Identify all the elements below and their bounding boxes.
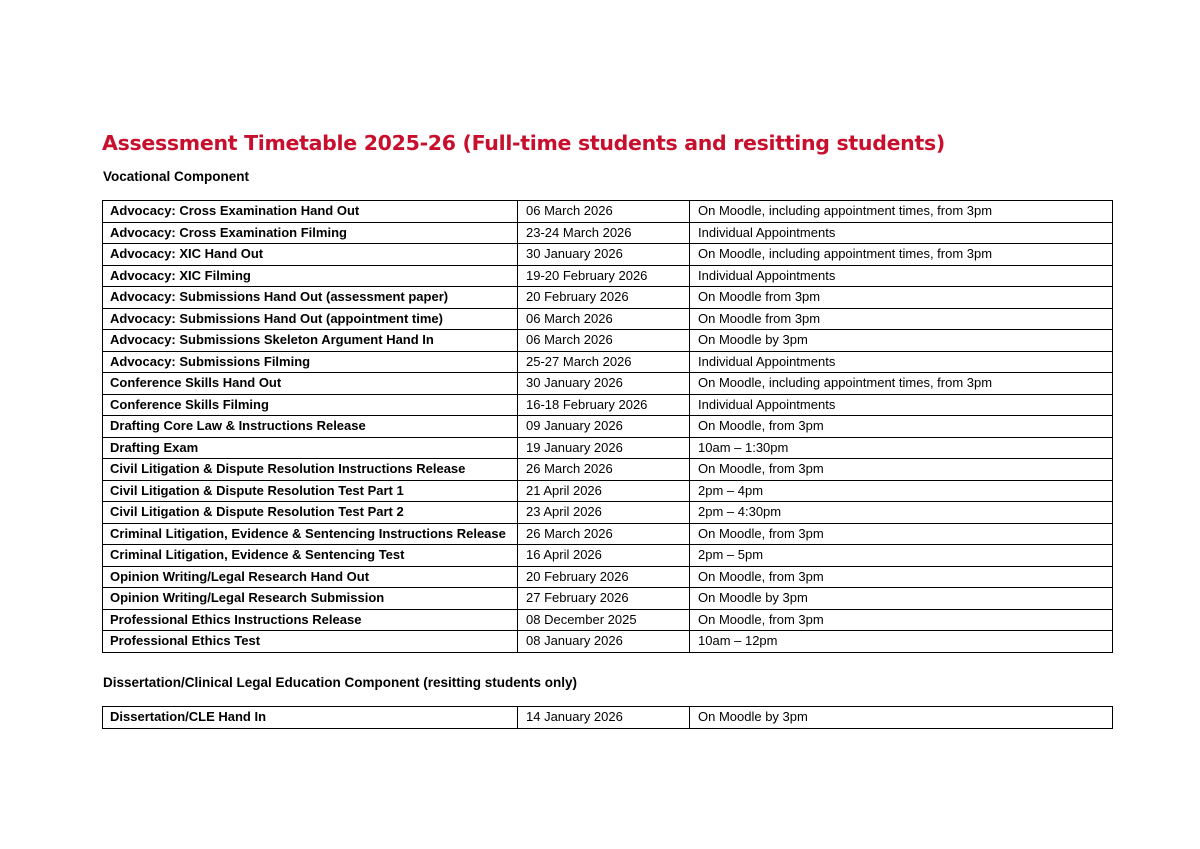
timetable-row — [103, 588, 1113, 610]
assessment-details-cell: On Moodle from 3pm — [690, 287, 1113, 309]
dissertation-timetable — [102, 706, 1113, 729]
assessment-details-cell: On Moodle, from 3pm — [690, 566, 1113, 588]
timetable-row — [103, 459, 1113, 481]
assessment-item-cell: Professional Ethics Instructions Release — [103, 609, 518, 631]
assessment-date-cell: 25-27 March 2026 — [518, 351, 690, 373]
assessment-date-cell: 23-24 March 2026 — [518, 222, 690, 244]
assessment-item-cell: Conference Skills Hand Out — [103, 373, 518, 395]
assessment-item-cell: Professional Ethics Test — [103, 631, 518, 653]
assessment-date-cell: 30 January 2026 — [518, 373, 690, 395]
timetable-row — [103, 437, 1113, 459]
assessment-details-cell: On Moodle by 3pm — [690, 588, 1113, 610]
assessment-details-cell: On Moodle, from 3pm — [690, 609, 1113, 631]
assessment-details-cell: Individual Appointments — [690, 265, 1113, 287]
assessment-details-cell: On Moodle, including appointment times, from 3pm — [690, 373, 1113, 395]
vocational-component-heading: Vocational Component — [103, 169, 250, 184]
assessment-item-cell: Advocacy: XIC Hand Out — [103, 244, 518, 266]
timetable-row — [103, 394, 1113, 416]
assessment-item-cell: Advocacy: XIC Filming — [103, 265, 518, 287]
timetable-row — [103, 265, 1113, 287]
vocational-timetable-body — [103, 201, 1113, 653]
assessment-item-cell: Civil Litigation & Dispute Resolution Test Part 1 — [103, 480, 518, 502]
assessment-details-cell: On Moodle, including appointment times, from 3pm — [690, 201, 1113, 223]
timetable-row — [103, 308, 1113, 330]
assessment-date-cell: 06 March 2026 — [518, 201, 690, 223]
assessment-date-cell: 08 January 2026 — [518, 631, 690, 653]
assessment-date-cell: 06 March 2026 — [518, 330, 690, 352]
assessment-item-cell: Civil Litigation & Dispute Resolution Instructions Release — [103, 459, 518, 481]
document-title: Assessment Timetable 2025-26 (Full-time students and resitting students) — [102, 131, 945, 155]
assessment-details-cell: On Moodle from 3pm — [690, 308, 1113, 330]
assessment-date-cell: 08 December 2025 — [518, 609, 690, 631]
assessment-date-cell: 19-20 February 2026 — [518, 265, 690, 287]
assessment-date-cell: 14 January 2026 — [518, 707, 690, 729]
assessment-date-cell: 20 February 2026 — [518, 566, 690, 588]
assessment-details-cell: Individual Appointments — [690, 222, 1113, 244]
timetable-row — [103, 330, 1113, 352]
timetable-row — [103, 222, 1113, 244]
assessment-item-cell: Advocacy: Submissions Filming — [103, 351, 518, 373]
timetable-row — [103, 502, 1113, 524]
timetable-row — [103, 351, 1113, 373]
timetable-row — [103, 631, 1113, 653]
assessment-item-cell: Advocacy: Submissions Skeleton Argument Hand In — [103, 330, 518, 352]
timetable-row — [103, 287, 1113, 309]
assessment-details-cell: Individual Appointments — [690, 351, 1113, 373]
assessment-details-cell: On Moodle, from 3pm — [690, 459, 1113, 481]
timetable-row — [103, 244, 1113, 266]
assessment-details-cell: On Moodle, from 3pm — [690, 523, 1113, 545]
assessment-item-cell: Advocacy: Submissions Hand Out (assessment paper) — [103, 287, 518, 309]
assessment-details-cell: On Moodle by 3pm — [690, 707, 1113, 729]
timetable-row — [103, 566, 1113, 588]
assessment-item-cell: Advocacy: Cross Examination Filming — [103, 222, 518, 244]
assessment-details-cell: On Moodle by 3pm — [690, 330, 1113, 352]
assessment-date-cell: 19 January 2026 — [518, 437, 690, 459]
assessment-item-cell: Drafting Core Law & Instructions Release — [103, 416, 518, 438]
assessment-details-cell: Individual Appointments — [690, 394, 1113, 416]
assessment-details-cell: 2pm – 4pm — [690, 480, 1113, 502]
dissertation-component-heading: Dissertation/Clinical Legal Education Component (resitting students only) — [103, 675, 578, 690]
assessment-date-cell: 16 April 2026 — [518, 545, 690, 567]
assessment-details-cell: On Moodle, from 3pm — [690, 416, 1113, 438]
assessment-date-cell: 27 February 2026 — [518, 588, 690, 610]
timetable-row — [103, 373, 1113, 395]
assessment-date-cell: 21 April 2026 — [518, 480, 690, 502]
assessment-date-cell: 20 February 2026 — [518, 287, 690, 309]
assessment-details-cell: 10am – 12pm — [690, 631, 1113, 653]
assessment-item-cell: Civil Litigation & Dispute Resolution Test Part 2 — [103, 502, 518, 524]
assessment-date-cell: 26 March 2026 — [518, 523, 690, 545]
timetable-row — [103, 416, 1113, 438]
assessment-item-cell: Opinion Writing/Legal Research Hand Out — [103, 566, 518, 588]
assessment-date-cell: 16-18 February 2026 — [518, 394, 690, 416]
timetable-row — [103, 545, 1113, 567]
assessment-details-cell: 10am – 1:30pm — [690, 437, 1113, 459]
assessment-date-cell: 23 April 2026 — [518, 502, 690, 524]
assessment-item-cell: Criminal Litigation, Evidence & Sentencing Instructions Release — [103, 523, 518, 545]
assessment-item-cell: Conference Skills Filming — [103, 394, 518, 416]
assessment-date-cell: 09 January 2026 — [518, 416, 690, 438]
assessment-item-cell: Drafting Exam — [103, 437, 518, 459]
assessment-item-cell: Criminal Litigation, Evidence & Sentencing Test — [103, 545, 518, 567]
vocational-timetable — [102, 200, 1113, 653]
assessment-item-cell: Advocacy: Submissions Hand Out (appointment time) — [103, 308, 518, 330]
assessment-item-cell: Advocacy: Cross Examination Hand Out — [103, 201, 518, 223]
assessment-details-cell: On Moodle, including appointment times, from 3pm — [690, 244, 1113, 266]
timetable-row — [103, 707, 1113, 729]
assessment-date-cell: 26 March 2026 — [518, 459, 690, 481]
assessment-item-cell: Opinion Writing/Legal Research Submission — [103, 588, 518, 610]
assessment-details-cell: 2pm – 4:30pm — [690, 502, 1113, 524]
assessment-date-cell: 06 March 2026 — [518, 308, 690, 330]
assessment-details-cell: 2pm – 5pm — [690, 545, 1113, 567]
timetable-row — [103, 609, 1113, 631]
timetable-row — [103, 201, 1113, 223]
dissertation-timetable-body — [103, 707, 1113, 729]
assessment-date-cell: 30 January 2026 — [518, 244, 690, 266]
timetable-row — [103, 523, 1113, 545]
timetable-row — [103, 480, 1113, 502]
assessment-item-cell: Dissertation/CLE Hand In — [103, 707, 518, 729]
